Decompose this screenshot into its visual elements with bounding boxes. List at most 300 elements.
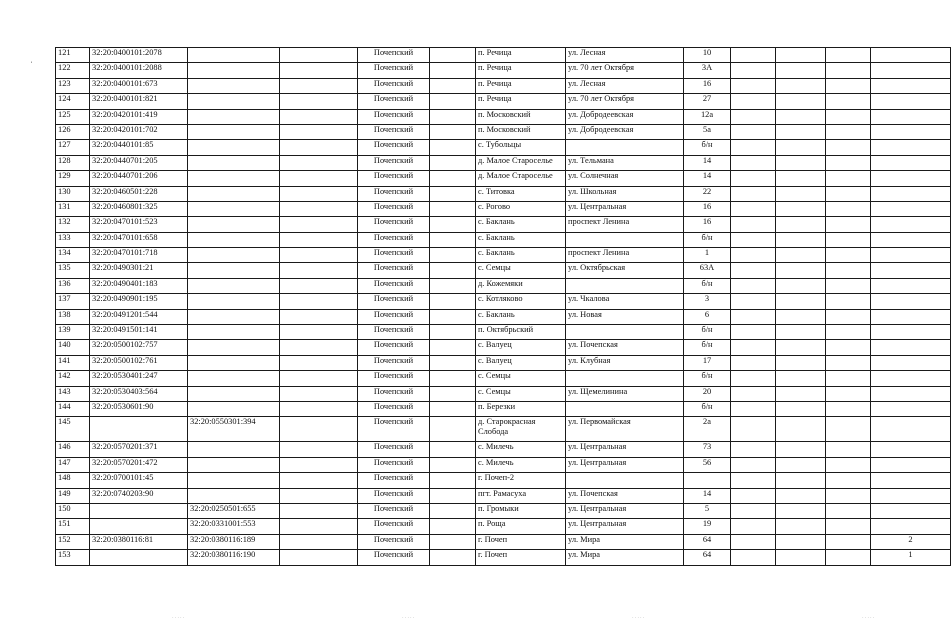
cell-blank-col xyxy=(280,124,358,139)
cell-blank-col-3 xyxy=(731,48,776,63)
cell-row-number: 141 xyxy=(56,355,90,370)
cell-blank-col-4 xyxy=(776,48,826,63)
cell-blank-col-2 xyxy=(430,94,476,109)
cell-blank-col-3 xyxy=(731,325,776,340)
cell-settlement: с. Баклань xyxy=(476,217,566,232)
cell-blank-col-4 xyxy=(776,309,826,324)
table-row xyxy=(56,473,951,488)
cell-settlement: с. Семцы xyxy=(476,371,566,386)
cell-blank-col-2 xyxy=(430,232,476,247)
cell-count xyxy=(871,325,951,340)
cell-row-number: 136 xyxy=(56,278,90,293)
cell-settlement: п. Роща xyxy=(476,519,566,534)
cell-blank-col-5 xyxy=(826,401,871,416)
cell-row-number: 127 xyxy=(56,140,90,155)
cell-cadastral-number: 32:20:0491501:141 xyxy=(90,325,188,340)
cell-row-number: 138 xyxy=(56,309,90,324)
cell-blank-col-2 xyxy=(430,550,476,565)
cell-cadastral-number-2 xyxy=(188,309,280,324)
cell-house-number: 63А xyxy=(684,263,731,278)
cell-blank-col-2 xyxy=(430,294,476,309)
cell-cadastral-number-2 xyxy=(188,48,280,63)
cell-blank-col-5 xyxy=(826,355,871,370)
cell-cadastral-number-2 xyxy=(188,263,280,278)
table-row xyxy=(56,519,951,534)
cell-settlement: пгт. Рамасуха xyxy=(476,488,566,503)
cell-street xyxy=(566,232,684,247)
cell-blank-col-2 xyxy=(430,78,476,93)
cell-row-number: 144 xyxy=(56,401,90,416)
cell-blank-col-3 xyxy=(731,124,776,139)
cell-street: проспект Ленина xyxy=(566,217,684,232)
cell-cadastral-number-2: 32:20:0550301:394 xyxy=(188,417,280,442)
table-row xyxy=(56,124,951,139)
cell-blank-col-2 xyxy=(430,186,476,201)
cell-house-number: 27 xyxy=(684,94,731,109)
cell-blank-col-2 xyxy=(430,355,476,370)
cell-count xyxy=(871,371,951,386)
cell-cadastral-number: 32:20:0500102:757 xyxy=(90,340,188,355)
cell-blank-col xyxy=(280,534,358,549)
cell-house-number: 14 xyxy=(684,155,731,170)
cell-row-number: 146 xyxy=(56,442,90,457)
cell-cadastral-number: 32:20:0490401:183 xyxy=(90,278,188,293)
cell-street: проспект Ленина xyxy=(566,248,684,263)
table-row xyxy=(56,201,951,216)
cell-settlement: с. Семцы xyxy=(476,263,566,278)
cell-settlement: с. Милечь xyxy=(476,442,566,457)
cell-house-number: 5 xyxy=(684,503,731,518)
cell-district: Почепский xyxy=(358,340,430,355)
cell-blank-col xyxy=(280,140,358,155)
cell-blank-col-4 xyxy=(776,519,826,534)
cell-cadastral-number: 32:20:0420101:702 xyxy=(90,124,188,139)
cell-blank-col-4 xyxy=(776,186,826,201)
cell-district: Почепский xyxy=(358,355,430,370)
cell-cadastral-number xyxy=(90,519,188,534)
cell-cadastral-number-2 xyxy=(188,186,280,201)
cell-blank-col xyxy=(280,63,358,78)
cell-blank-col-2 xyxy=(430,48,476,63)
cell-district: Почепский xyxy=(358,248,430,263)
cell-blank-col-4 xyxy=(776,217,826,232)
cell-cadastral-number-2 xyxy=(188,340,280,355)
cell-settlement: п. Березки xyxy=(476,401,566,416)
cell-cadastral-number: 32:20:0491201:544 xyxy=(90,309,188,324)
cell-row-number: 121 xyxy=(56,48,90,63)
cell-cadastral-number: 32:20:0490301:21 xyxy=(90,263,188,278)
cell-blank-col-4 xyxy=(776,534,826,549)
table-row xyxy=(56,355,951,370)
cell-street: ул. Новая xyxy=(566,309,684,324)
cell-blank-col-2 xyxy=(430,217,476,232)
cell-blank-col-5 xyxy=(826,519,871,534)
table-row xyxy=(56,340,951,355)
cell-count xyxy=(871,78,951,93)
cell-cadastral-number-2 xyxy=(188,457,280,472)
cell-settlement: п. Октябрьский xyxy=(476,325,566,340)
cell-blank-col xyxy=(280,217,358,232)
cell-blank-col xyxy=(280,263,358,278)
cell-blank-col-3 xyxy=(731,201,776,216)
cell-cadastral-number: 32:20:0490901:195 xyxy=(90,294,188,309)
cell-settlement: с. Тубольцы xyxy=(476,140,566,155)
cell-street: ул. Чкалова xyxy=(566,294,684,309)
cell-district: Почепский xyxy=(358,155,430,170)
cell-district: Почепский xyxy=(358,232,430,247)
cell-blank-col xyxy=(280,309,358,324)
cell-cadastral-number-2 xyxy=(188,401,280,416)
cell-blank-col xyxy=(280,386,358,401)
cell-blank-col-5 xyxy=(826,63,871,78)
cell-blank-col-3 xyxy=(731,488,776,503)
cell-blank-col xyxy=(280,278,358,293)
cell-blank-col-3 xyxy=(731,417,776,442)
cell-cadastral-number-2 xyxy=(188,171,280,186)
cell-cadastral-number xyxy=(90,417,188,442)
cell-row-number: 124 xyxy=(56,94,90,109)
cell-district: Почепский xyxy=(358,473,430,488)
cell-house-number: б/н xyxy=(684,340,731,355)
cell-count xyxy=(871,201,951,216)
cell-row-number: 151 xyxy=(56,519,90,534)
cell-count xyxy=(871,63,951,78)
cell-district: Почепский xyxy=(358,519,430,534)
cell-blank-col xyxy=(280,519,358,534)
cell-street xyxy=(566,371,684,386)
cell-settlement: п. Речица xyxy=(476,78,566,93)
cell-row-number: 140 xyxy=(56,340,90,355)
cell-cadastral-number: 32:20:0570201:472 xyxy=(90,457,188,472)
cell-cadastral-number: 32:20:0470101:658 xyxy=(90,232,188,247)
cell-blank-col-2 xyxy=(430,309,476,324)
cell-house-number: 64 xyxy=(684,550,731,565)
cell-blank-col-5 xyxy=(826,201,871,216)
cell-cadastral-number: 32:20:0500102:761 xyxy=(90,355,188,370)
cell-row-number: 131 xyxy=(56,201,90,216)
cell-blank-col xyxy=(280,294,358,309)
cell-street xyxy=(566,325,684,340)
cell-street: ул. Мира xyxy=(566,550,684,565)
cell-street: ул. Почепская xyxy=(566,340,684,355)
cell-district: Почепский xyxy=(358,550,430,565)
cell-house-number: б/н xyxy=(684,232,731,247)
cell-blank-col-4 xyxy=(776,155,826,170)
table-row xyxy=(56,325,951,340)
cell-blank-col-4 xyxy=(776,550,826,565)
cell-house-number: 56 xyxy=(684,457,731,472)
cell-settlement: д. Старокрасная Слобода xyxy=(476,417,566,442)
cell-district: Почепский xyxy=(358,401,430,416)
cell-blank-col-2 xyxy=(430,401,476,416)
cell-blank-col-4 xyxy=(776,473,826,488)
cell-count xyxy=(871,473,951,488)
cell-cadastral-number-2 xyxy=(188,371,280,386)
cell-cadastral-number-2 xyxy=(188,217,280,232)
cell-blank-col-5 xyxy=(826,124,871,139)
cell-count xyxy=(871,155,951,170)
cell-street: ул. 70 лет Октября xyxy=(566,63,684,78)
cell-settlement: с. Баклань xyxy=(476,309,566,324)
cell-settlement: с. Валуец xyxy=(476,355,566,370)
cell-street: ул. Октябрьская xyxy=(566,263,684,278)
cell-blank-col-3 xyxy=(731,442,776,457)
cell-blank-col-4 xyxy=(776,503,826,518)
cell-house-number: 17 xyxy=(684,355,731,370)
cell-count: 2 xyxy=(871,534,951,549)
cell-cadastral-number-2 xyxy=(188,386,280,401)
cell-blank-col-2 xyxy=(430,109,476,124)
cell-district: Почепский xyxy=(358,309,430,324)
cell-district: Почепский xyxy=(358,442,430,457)
table-row xyxy=(56,217,951,232)
cell-blank-col-5 xyxy=(826,232,871,247)
cell-blank-col-3 xyxy=(731,355,776,370)
cell-district: Почепский xyxy=(358,201,430,216)
cell-count xyxy=(871,340,951,355)
cell-street: ул. Школьная xyxy=(566,186,684,201)
cell-district: Почепский xyxy=(358,325,430,340)
cell-blank-col-3 xyxy=(731,248,776,263)
cell-row-number: 148 xyxy=(56,473,90,488)
cell-blank-col xyxy=(280,503,358,518)
cell-cadastral-number: 32:20:0460501:228 xyxy=(90,186,188,201)
cell-house-number: б/н xyxy=(684,140,731,155)
cell-house-number xyxy=(684,473,731,488)
cell-cadastral-number: 32:20:0530601:90 xyxy=(90,401,188,416)
cell-blank-col-4 xyxy=(776,355,826,370)
cell-cadastral-number: 32:20:0380116:81 xyxy=(90,534,188,549)
cell-blank-col-4 xyxy=(776,401,826,416)
cell-blank-col-3 xyxy=(731,519,776,534)
cell-blank-col-3 xyxy=(731,401,776,416)
cell-cadastral-number-2 xyxy=(188,278,280,293)
cell-blank-col-5 xyxy=(826,248,871,263)
cell-blank-col-3 xyxy=(731,550,776,565)
cell-blank-col-3 xyxy=(731,140,776,155)
cell-blank-col xyxy=(280,417,358,442)
cell-settlement: д. Кожемяки xyxy=(476,278,566,293)
cell-district: Почепский xyxy=(358,78,430,93)
table-row xyxy=(56,171,951,186)
cell-district: Почепский xyxy=(358,140,430,155)
cell-row-number: 150 xyxy=(56,503,90,518)
cell-count xyxy=(871,109,951,124)
cell-count xyxy=(871,278,951,293)
cell-street: ул. Центральная xyxy=(566,519,684,534)
cell-blank-col xyxy=(280,48,358,63)
table-row xyxy=(56,442,951,457)
cell-district: Почепский xyxy=(358,386,430,401)
cell-blank-col-5 xyxy=(826,186,871,201)
cell-house-number: 10 xyxy=(684,48,731,63)
cell-count xyxy=(871,386,951,401)
cell-blank-col-5 xyxy=(826,488,871,503)
cell-street xyxy=(566,401,684,416)
cell-blank-col-3 xyxy=(731,294,776,309)
cell-cadastral-number xyxy=(90,503,188,518)
cell-blank-col-5 xyxy=(826,340,871,355)
cell-blank-col-5 xyxy=(826,473,871,488)
cell-blank-col-2 xyxy=(430,457,476,472)
table-row xyxy=(56,94,951,109)
cell-cadastral-number-2: 32:20:0331001:553 xyxy=(188,519,280,534)
cell-blank-col-3 xyxy=(731,232,776,247)
cell-street: ул. Центральная xyxy=(566,503,684,518)
cell-settlement: г. Почеп-2 xyxy=(476,473,566,488)
cell-house-number: 5а xyxy=(684,124,731,139)
table-row xyxy=(56,309,951,324)
cell-count xyxy=(871,140,951,155)
cell-blank-col-5 xyxy=(826,550,871,565)
cell-blank-col-4 xyxy=(776,457,826,472)
cell-blank-col-4 xyxy=(776,201,826,216)
cell-blank-col-2 xyxy=(430,534,476,549)
cell-row-number: 134 xyxy=(56,248,90,263)
cell-blank-col-4 xyxy=(776,248,826,263)
cell-house-number: б/н xyxy=(684,278,731,293)
cell-cadastral-number: 32:20:0440101:85 xyxy=(90,140,188,155)
cell-count xyxy=(871,457,951,472)
cell-blank-col-3 xyxy=(731,386,776,401)
cell-count xyxy=(871,417,951,442)
cell-street: ул. Солнечная xyxy=(566,171,684,186)
cell-row-number: 147 xyxy=(56,457,90,472)
cell-cadastral-number-2 xyxy=(188,355,280,370)
cell-settlement: г. Почеп xyxy=(476,550,566,565)
cell-house-number: 3А xyxy=(684,63,731,78)
cell-cadastral-number-2 xyxy=(188,248,280,263)
cell-blank-col xyxy=(280,473,358,488)
cell-blank-col-3 xyxy=(731,371,776,386)
table-row xyxy=(56,503,951,518)
table-row xyxy=(56,371,951,386)
table-row xyxy=(56,186,951,201)
cell-blank-col-5 xyxy=(826,217,871,232)
cell-blank-col-5 xyxy=(826,94,871,109)
cell-row-number: 126 xyxy=(56,124,90,139)
cell-blank-col xyxy=(280,171,358,186)
cell-district: Почепский xyxy=(358,48,430,63)
cell-blank-col-3 xyxy=(731,94,776,109)
cell-street: ул. Тельмана xyxy=(566,155,684,170)
margin-mark: ˌ xyxy=(30,53,33,63)
cell-house-number: 19 xyxy=(684,519,731,534)
cell-blank-col-2 xyxy=(430,503,476,518)
cell-house-number: 14 xyxy=(684,171,731,186)
cell-row-number: 123 xyxy=(56,78,90,93)
table-row xyxy=(56,534,951,549)
cell-count xyxy=(871,263,951,278)
cell-blank-col-5 xyxy=(826,442,871,457)
cell-street: ул. Щемелинина xyxy=(566,386,684,401)
cell-street xyxy=(566,473,684,488)
cell-house-number: 20 xyxy=(684,386,731,401)
cell-blank-col xyxy=(280,109,358,124)
cell-blank-col-2 xyxy=(430,201,476,216)
cell-blank-col-4 xyxy=(776,325,826,340)
cell-count: 1 xyxy=(871,550,951,565)
cell-blank-col-3 xyxy=(731,155,776,170)
cell-blank-col-4 xyxy=(776,371,826,386)
cell-row-number: 133 xyxy=(56,232,90,247)
cell-blank-col-5 xyxy=(826,171,871,186)
cell-cadastral-number-2: 32:20:0250501:655 xyxy=(188,503,280,518)
table-row xyxy=(56,140,951,155)
cell-blank-col xyxy=(280,186,358,201)
cell-count xyxy=(871,309,951,324)
table-row xyxy=(56,155,951,170)
cell-street: ул. Лесная xyxy=(566,48,684,63)
cell-blank-col-2 xyxy=(430,488,476,503)
cell-house-number: 16 xyxy=(684,201,731,216)
cell-street xyxy=(566,278,684,293)
cell-count xyxy=(871,217,951,232)
cell-district: Почепский xyxy=(358,488,430,503)
cell-settlement: д. Малое Староселье xyxy=(476,155,566,170)
cell-house-number: 2а xyxy=(684,417,731,442)
cell-blank-col xyxy=(280,550,358,565)
cell-house-number: б/н xyxy=(684,325,731,340)
cell-blank-col xyxy=(280,155,358,170)
cell-district: Почепский xyxy=(358,417,430,442)
cell-street: ул. Лесная xyxy=(566,78,684,93)
cell-blank-col-4 xyxy=(776,124,826,139)
cell-settlement: с. Титовка xyxy=(476,186,566,201)
cell-row-number: 128 xyxy=(56,155,90,170)
cell-blank-col-5 xyxy=(826,278,871,293)
cell-street: ул. Клубная xyxy=(566,355,684,370)
cell-blank-col-4 xyxy=(776,78,826,93)
cell-cadastral-number-2 xyxy=(188,94,280,109)
cell-row-number: 122 xyxy=(56,63,90,78)
cell-district: Почепский xyxy=(358,63,430,78)
cell-blank-col-2 xyxy=(430,417,476,442)
cell-settlement: п. Речица xyxy=(476,63,566,78)
cell-blank-col-3 xyxy=(731,457,776,472)
property-register-table xyxy=(55,47,951,566)
cell-blank-col-5 xyxy=(826,386,871,401)
cell-blank-col-5 xyxy=(826,140,871,155)
cell-blank-col-4 xyxy=(776,171,826,186)
cell-count xyxy=(871,248,951,263)
table-row xyxy=(56,109,951,124)
cell-blank-col-3 xyxy=(731,473,776,488)
cell-cadastral-number-2: 32:20:0380116:190 xyxy=(188,550,280,565)
cell-settlement: с. Милечь xyxy=(476,457,566,472)
cell-blank-col-4 xyxy=(776,442,826,457)
cell-row-number: 149 xyxy=(56,488,90,503)
cell-count xyxy=(871,48,951,63)
cell-district: Почепский xyxy=(358,186,430,201)
cell-blank-col-5 xyxy=(826,48,871,63)
cell-district: Почепский xyxy=(358,109,430,124)
cell-blank-col-2 xyxy=(430,278,476,293)
scan-artifacts: ····· ····· ····· ····· xyxy=(172,616,876,621)
cell-count xyxy=(871,124,951,139)
cell-row-number: 125 xyxy=(56,109,90,124)
cell-house-number: 1 xyxy=(684,248,731,263)
cell-blank-col-2 xyxy=(430,442,476,457)
cell-count xyxy=(871,355,951,370)
cell-cadastral-number-2 xyxy=(188,488,280,503)
cell-row-number: 142 xyxy=(56,371,90,386)
cell-blank-col-4 xyxy=(776,294,826,309)
cell-cadastral-number-2 xyxy=(188,232,280,247)
cell-street: ул. Первомайская xyxy=(566,417,684,442)
cell-street: ул. Добродеевская xyxy=(566,109,684,124)
cell-blank-col-5 xyxy=(826,457,871,472)
